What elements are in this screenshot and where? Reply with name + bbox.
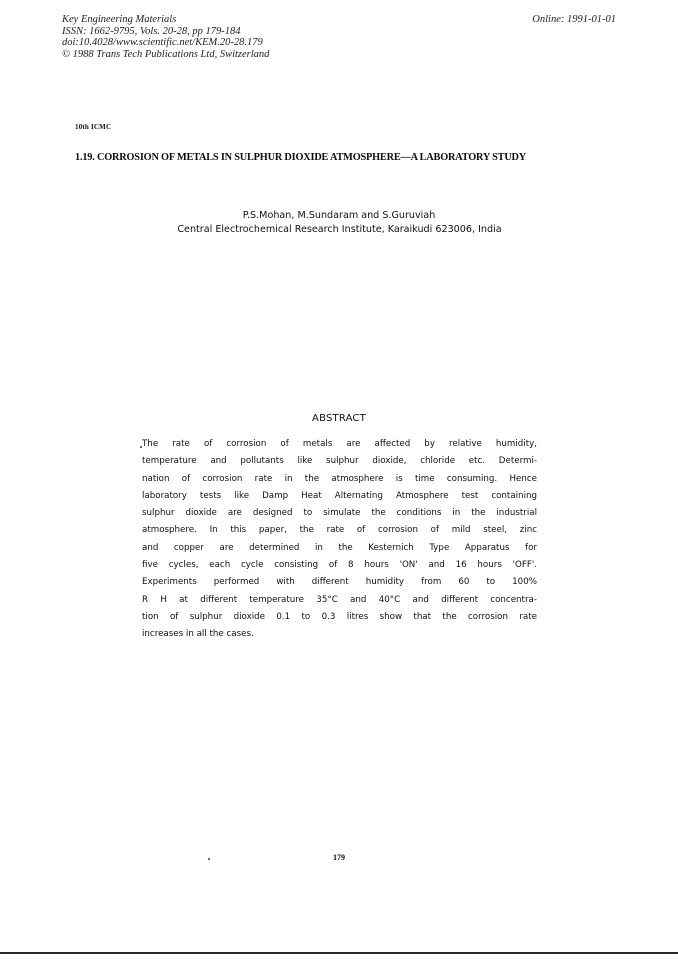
online-date: Online: 1991-01-01 xyxy=(532,14,616,25)
bottom-rule xyxy=(0,952,678,954)
abstract-heading: ABSTRACT xyxy=(312,413,366,424)
affiliation: Central Electrochemical Research Institute, Karaikudi 623006, India xyxy=(177,223,502,235)
abstract-line: sulphur dioxide are designed to simulate the conditions in the industrial xyxy=(142,508,537,519)
abstract-line: laboratory tests like Damp Heat Alternating Atmosphere test containing xyxy=(142,490,537,501)
abstract-line: and copper are determined in the Kesternich Type Apparatus for xyxy=(142,542,537,553)
abstract-line: Experiments performed with different humidity from 60 to 100% xyxy=(142,577,537,588)
author-block xyxy=(0,209,678,236)
abstract-line: nation of corrosion rate in the atmosphere is time consuming. Hence xyxy=(142,473,537,484)
doi-line: doi:10.4028/www.scientific.net/KEM.20-28.179 xyxy=(62,37,263,48)
conference-label: 10th ICMC xyxy=(75,123,112,131)
scan-speck xyxy=(140,446,142,448)
author-names: P.S.Mohan, M.Sundaram and S.Guruviah xyxy=(242,210,436,221)
abstract-line: atmosphere. In this paper, the rate of corrosion of mild steel, zinc xyxy=(142,525,537,536)
copyright-line: © 1988 Trans Tech Publications Ltd, Switzerland xyxy=(62,48,270,60)
abstract-line: tion of sulphur dioxide 0.1 to 0.3 litres show that the corrosion rate xyxy=(142,611,537,622)
journal-name: Key Engineering Materials xyxy=(62,14,177,25)
issn-line: ISSN: 1662-9795, Vols. 20-28, pp 179-184 xyxy=(62,25,241,37)
abstract-line: The rate of corrosion of metals are affected by relative humidity, xyxy=(142,439,537,449)
abstract-line: R H at different temperature 35°C and 40°C and different concentra- xyxy=(142,594,537,605)
page-number: 179 xyxy=(333,853,345,862)
abstract-line: temperature and pollutants like sulphur dioxide, chloride etc. Determi- xyxy=(142,456,537,467)
journal-header xyxy=(62,14,269,60)
abstract-body xyxy=(142,436,537,644)
abstract-line: increases in all the cases. xyxy=(142,629,254,640)
paper-title: 1.19. CORROSION OF METALS IN SULPHUR DIOXIDE ATMOSPHERE—A LABORATORY STUDY xyxy=(75,152,527,163)
scan-speck xyxy=(208,858,210,860)
abstract-line: five cycles, each cycle consisting of 8 hours 'ON' and 16 hours 'OFF'. xyxy=(142,560,537,571)
